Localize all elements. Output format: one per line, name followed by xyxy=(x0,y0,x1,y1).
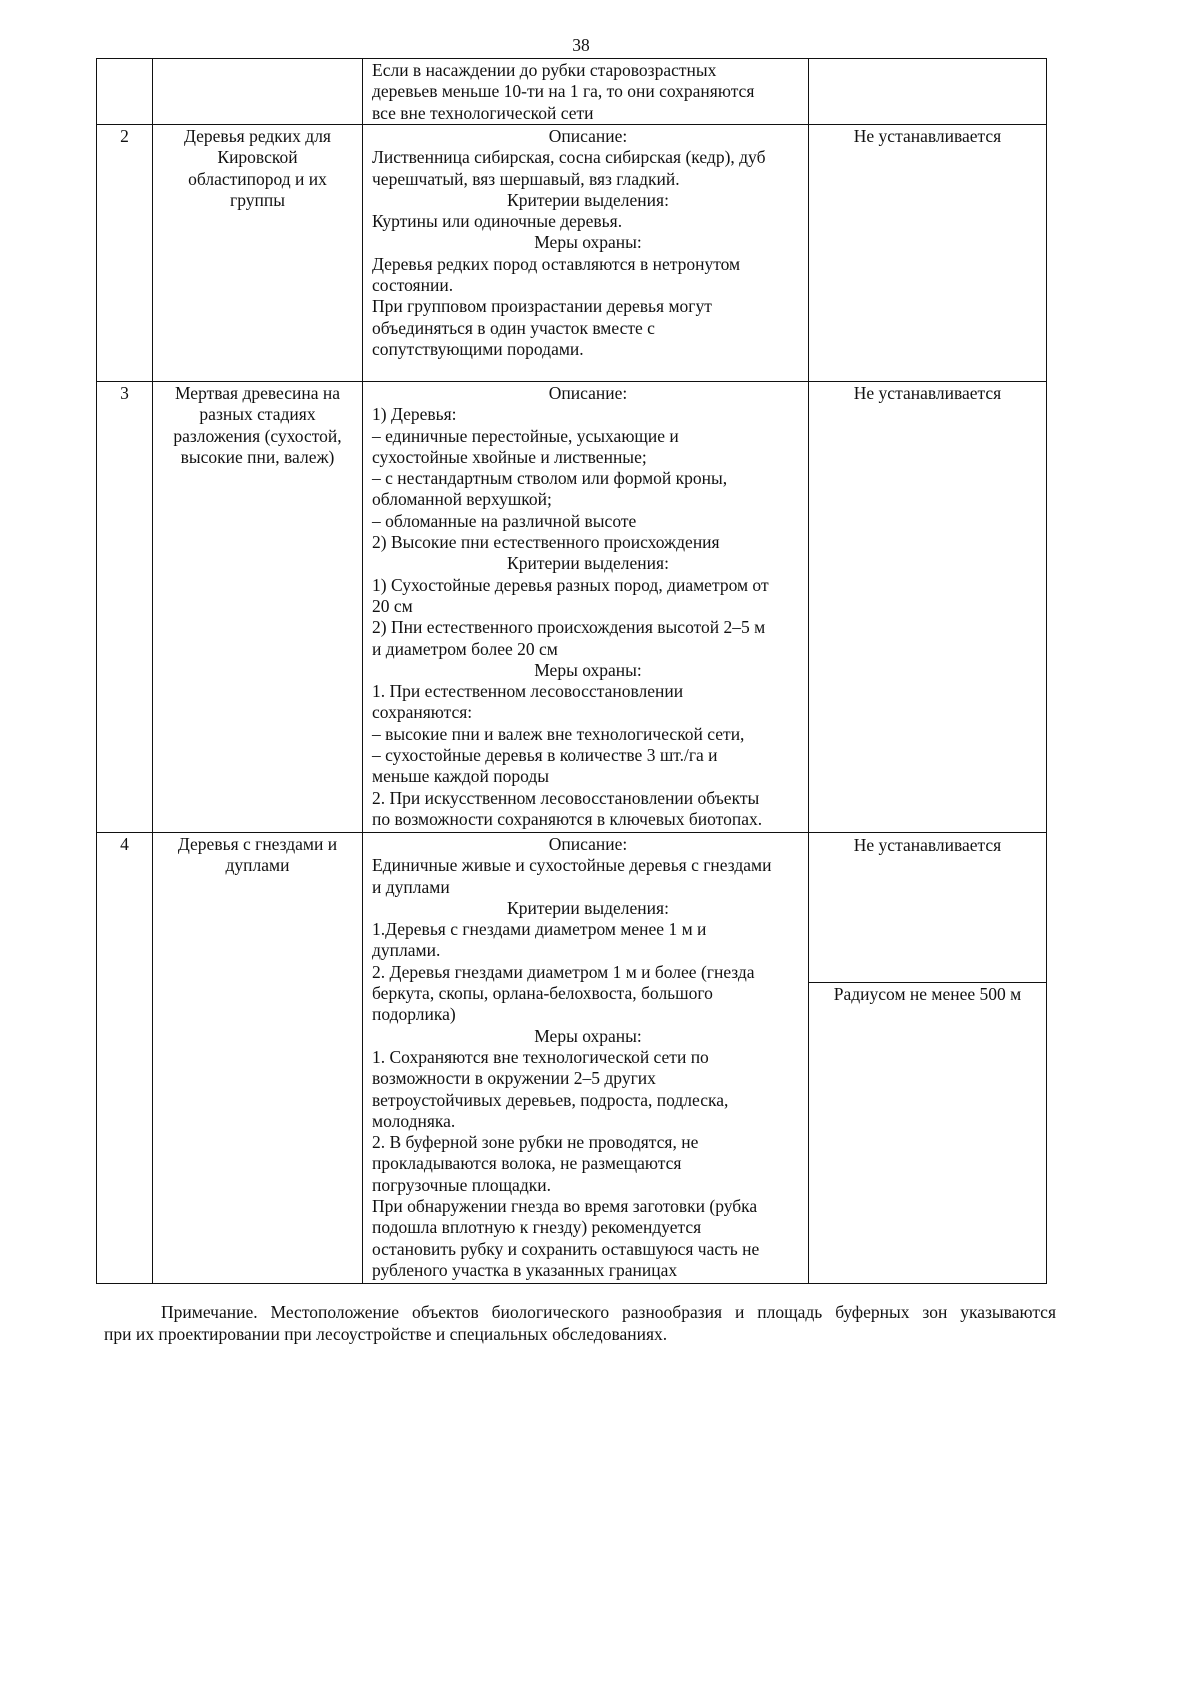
description-line: сохраняются: xyxy=(372,702,473,723)
object-name-line: разных стадиях xyxy=(199,404,316,425)
biodiversity-objects-table xyxy=(96,58,1047,1284)
description-line: подорлика) xyxy=(372,1004,456,1025)
object-name-line: областипород и их xyxy=(188,168,327,189)
object-name-line: дуплами xyxy=(225,855,290,876)
object-name-line: Мертвая древесина на xyxy=(174,383,341,403)
row-number-cell xyxy=(97,382,153,833)
description-line: 1. При естественном лесовосстановлении xyxy=(372,681,684,702)
table-row xyxy=(97,833,1047,1284)
object-name-line: разложения (сухостой, xyxy=(173,425,342,446)
description-line: – сухостойные деревья в количестве 3 шт./га и xyxy=(372,745,718,766)
description-cell xyxy=(363,59,809,125)
table-row xyxy=(97,125,1047,382)
buffer-zone-cell xyxy=(809,59,1047,125)
description-line: все вне технологической сети xyxy=(372,102,594,123)
buffer-zone-value: Не устанавливается xyxy=(853,126,1002,146)
description-cell xyxy=(363,125,809,382)
description-line: 1) Сухостойные деревья разных пород, диаметром от xyxy=(372,574,769,595)
description-line: Куртины или одиночные деревья. xyxy=(372,211,623,232)
object-name-cell xyxy=(153,59,363,125)
description-section-heading: Меры охраны: xyxy=(534,659,642,680)
description-section-heading: Критерии выделения: xyxy=(507,897,669,918)
description-line: прокладываются волока, не размещаются xyxy=(372,1153,682,1174)
description-line: Лиственница сибирская, сосна сибирская (кедр), дуб xyxy=(372,147,766,168)
row-number: 4 xyxy=(120,834,129,854)
object-name-line: Деревья редких для xyxy=(184,126,331,146)
row-number-cell xyxy=(97,59,153,125)
description-line: 1. Сохраняются вне технологической сети по xyxy=(372,1046,709,1067)
description-line: подошла вплотную к гнезду) рекомендуется xyxy=(372,1217,702,1238)
buffer-zone-value: Радиусом не менее 500 м xyxy=(833,984,1022,1004)
description-line: 1.Деревья с гнездами диаметром менее 1 м и xyxy=(372,919,707,940)
row-number-cell xyxy=(97,125,153,382)
description-section-heading: Меры охраны: xyxy=(534,232,642,253)
description-line: черешчатый, вяз шершавый, вяз гладкий. xyxy=(372,168,680,189)
description-line: и диаметром более 20 см xyxy=(372,638,558,659)
description-line: При обнаружении гнезда во время заготовки (рубка xyxy=(372,1196,758,1217)
description-line: остановить рубку и сохранить оставшуюся часть не xyxy=(372,1238,760,1259)
table-row xyxy=(97,59,1047,125)
table-row xyxy=(97,382,1047,833)
note-second-line: при их проектировании при лесоустройстве и специальных обследованиях. xyxy=(104,1323,668,1344)
description-line: обломанной верхушкой; xyxy=(372,489,552,510)
description-line: деревьев меньше 10-ти на 1 га, то они сохраняются xyxy=(372,81,755,102)
buffer-zone-value: Не устанавливается xyxy=(853,383,1002,403)
description-line: молодняка. xyxy=(372,1110,456,1131)
object-name-line: Кировской xyxy=(217,147,298,168)
note-first-line: Примечание. Местоположение объектов биологического разнообразия и площадь буферных зон указываются xyxy=(161,1302,1056,1322)
description-line: – с нестандартным стволом или формой кроны, xyxy=(372,468,728,489)
description-line: 20 см xyxy=(372,595,413,616)
buffer-zone-cell xyxy=(809,382,1047,833)
description-line: Деревья редких пород оставляются в нетронутом xyxy=(372,253,741,274)
buffer-zone-cell xyxy=(809,833,1047,1284)
description-section-heading: Критерии выделения: xyxy=(507,189,669,210)
row-number: 3 xyxy=(120,383,129,403)
object-name-cell xyxy=(153,125,363,382)
description-line: сухостойные хвойные и лиственные; xyxy=(372,446,647,467)
description-line: 2. Деревья гнездами диаметром 1 м и более (гнезда xyxy=(372,961,755,982)
description-line: 2. При искусственном лесовосстановлении объекты xyxy=(372,787,760,808)
note-paragraph xyxy=(104,1302,1056,1345)
row-number-cell xyxy=(97,833,153,1284)
buffer-zone-value: Не устанавливается xyxy=(809,834,1046,983)
description-line: по возможности сохраняются в ключевых биотопах. xyxy=(372,808,763,829)
description-line: дуплами. xyxy=(372,940,441,961)
row-number: 2 xyxy=(120,126,129,146)
description-line: состоянии. xyxy=(372,275,454,296)
description-line: – единичные перестойные, усыхающие и xyxy=(372,425,679,446)
description-line: 2) Пни естественного происхождения высотой 2–5 м xyxy=(372,617,766,638)
description-section-heading: Описание: xyxy=(548,834,628,854)
table-body xyxy=(97,59,1047,1284)
description-line: 2) Высокие пни естественного происхождения xyxy=(372,532,720,553)
description-line: сопутствующими породами. xyxy=(372,338,584,359)
object-name-cell xyxy=(153,382,363,833)
description-section-heading: Описание: xyxy=(548,126,628,146)
description-line: рубленого участка в указанных границах xyxy=(372,1259,678,1280)
page-number: 38 xyxy=(572,35,590,55)
description-line: Единичные живые и сухостойные деревья с гнездами xyxy=(372,855,772,876)
object-name-line: группы xyxy=(230,189,285,210)
description-line: При групповом произрастании деревья могут xyxy=(372,296,712,317)
object-name-line: Деревья с гнездами и xyxy=(177,834,338,854)
description-line: – высокие пни и валеж вне технологической сети, xyxy=(372,723,745,744)
description-line: объединяться в один участок вместе с xyxy=(372,317,655,338)
description-line: ветроустойчивых деревьев, подроста, подлеска, xyxy=(372,1089,729,1110)
description-section-heading: Описание: xyxy=(548,383,628,403)
object-name-cell xyxy=(153,833,363,1284)
buffer-zone-cell xyxy=(809,125,1047,382)
description-line: Если в насаждении до рубки старовозрастных xyxy=(372,60,717,80)
object-name-line: высокие пни, валеж) xyxy=(180,446,335,467)
description-line: возможности в окружении 2–5 других xyxy=(372,1068,656,1089)
description-cell xyxy=(363,382,809,833)
description-line: меньше каждой породы xyxy=(372,766,550,787)
description-cell xyxy=(363,833,809,1284)
description-line: и дуплами xyxy=(372,876,450,897)
description-line: погрузочные площадки. xyxy=(372,1174,551,1195)
description-section-heading: Критерии выделения: xyxy=(507,553,669,574)
description-line: беркута, скопы, орлана-белохвоста, большого xyxy=(372,983,713,1004)
description-line: 1) Деревья: xyxy=(372,404,457,425)
description-line: – обломанные на различной высоте xyxy=(372,510,637,531)
description-line: 2. В буферной зоне рубки не проводятся, не xyxy=(372,1132,699,1153)
description-section-heading: Меры охраны: xyxy=(534,1025,642,1046)
